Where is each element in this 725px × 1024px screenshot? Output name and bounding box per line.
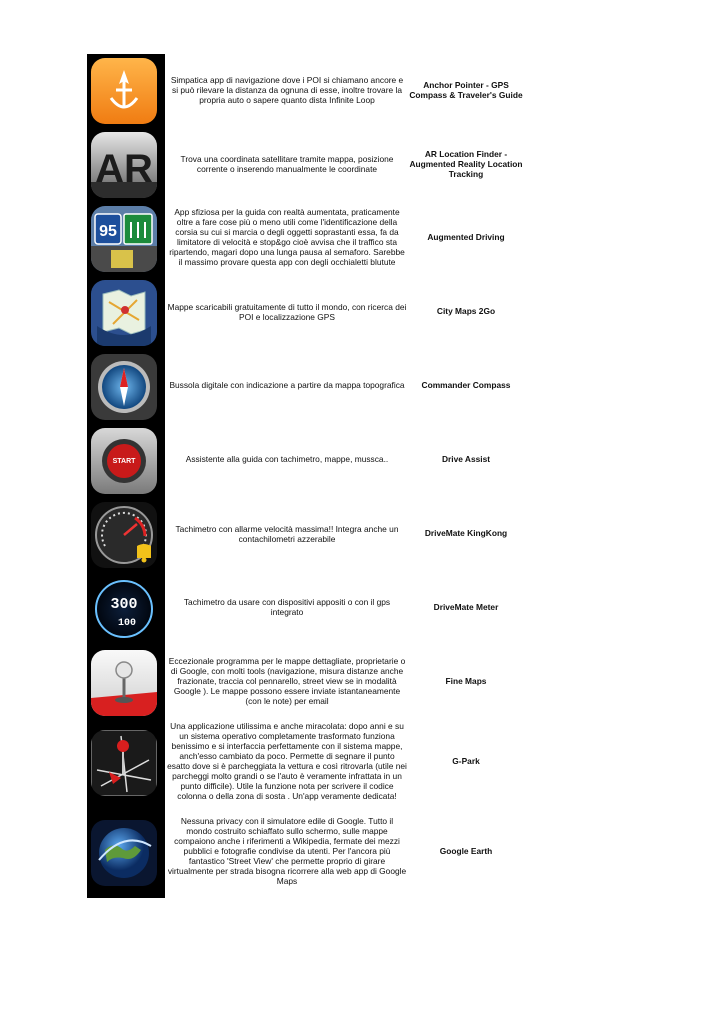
digital-meter-icon bbox=[91, 576, 157, 642]
app-description: Mappe scaricabili gratuitamente di tutto il mondo, con ricerca dei POI e localizzazione GPS bbox=[167, 302, 407, 322]
parking-pin-icon bbox=[91, 730, 157, 796]
folded-map-icon bbox=[91, 280, 157, 346]
app-name: City Maps 2Go bbox=[436, 306, 496, 316]
app-description: Nessuna privacy con il simulatore edile di Google. Tutto il mondo costruito schiaffato sullo schermo, sulle mappe compaiono anche i riferimenti a Wikipedia, fermate dei mezzi pubblici e fotografie condivise da utenti. Per l'ancora più fantastico 'Street View' che permette proprio di girare virtualmente per strada bisogna ricorrere alla web app di Google Maps bbox=[167, 816, 407, 886]
app-description: Bussola digitale con indicazione a partire da mappa topografica bbox=[169, 380, 405, 390]
app-row-drivemate-meter bbox=[87, 574, 527, 640]
app-description: Assistente alla guida con tachimetro, mappe, mussca.. bbox=[185, 454, 389, 464]
app-row-drivemate-kingkong bbox=[87, 500, 527, 566]
meter-icon-text-bottom: 100 bbox=[117, 618, 137, 629]
highway-sign-icon bbox=[91, 206, 157, 272]
app-description: App sfiziosa per la guida con realtà aumentata, praticamente oltre a fare cose più o meno utili come l'identificazione della corsia su cui si marcia o degli oggetti soprastanti essa, fa da limitatore di velocità e stop&go cioè avvisa che il traffico sta ripartendo, magari dopo una lunga pausa al semaforo. Sarebbe il massimo provare questa app con degli occhialetti blutute bbox=[169, 207, 405, 267]
anchor-icon bbox=[91, 58, 157, 124]
app-description: Tachimetro con allarme velocità massima!! Integra anche un contachilometri azzerabile bbox=[175, 524, 399, 544]
app-row-commander-compass bbox=[87, 352, 527, 418]
app-name: Augmented Driving bbox=[427, 232, 505, 242]
app-name: Google Earth bbox=[439, 846, 493, 856]
app-row-anchor-pointer bbox=[87, 56, 527, 122]
app-description: Una applicazione utilissima e anche miracolata: dopo anni e su un sistema operativo completamente trasformato funziona benissimo e si interfaccia perfettamente con il sistema mappe, anch'esso cambiato da poco. Permette di segnare il punto esatto dove si è parcheggiata la vettura e così ritrovarla (utile nei parcheggi molto grandi o se l'auto è veramente infrattata in un punto difficile). Utile la funzione nota per scrivere il codice colonna o della zona di sosta . Un'app veramente dedicata! bbox=[167, 721, 407, 801]
start-button-icon bbox=[91, 428, 157, 494]
app-row-ar-location-finder bbox=[87, 130, 527, 196]
app-description: Simpatica app di navigazione dove i POI si chiamano ancore e si può rilevare la distanza da ognuna di esse, inoltre trovare la propria auto o sapere quanto dista Infinite Loop bbox=[170, 75, 404, 105]
ar-icon-text: AR bbox=[95, 147, 153, 191]
app-name: Anchor Pointer - GPS Compass & Traveler's Guide bbox=[409, 80, 523, 100]
app-name: Commander Compass bbox=[421, 380, 511, 390]
app-name: G-Park bbox=[452, 756, 480, 766]
app-name: Fine Maps bbox=[445, 676, 487, 686]
map-pin-icon bbox=[91, 650, 157, 716]
app-name: DriveMate Meter bbox=[433, 602, 499, 612]
app-row-drive-assist bbox=[87, 426, 527, 492]
ar-icon bbox=[91, 132, 157, 198]
compass-icon bbox=[91, 354, 157, 420]
app-row-g-park bbox=[87, 722, 527, 800]
meter-icon-text-top: 300 bbox=[110, 596, 138, 613]
speedometer-bell-icon bbox=[91, 502, 157, 568]
start-icon-text: START bbox=[112, 458, 136, 465]
app-row-fine-maps bbox=[87, 648, 527, 714]
app-row-google-earth bbox=[87, 818, 527, 884]
earth-icon bbox=[91, 820, 157, 886]
app-name: DriveMate KingKong bbox=[424, 528, 508, 538]
app-name: AR Location Finder - Augmented Reality Location Tracking bbox=[409, 149, 523, 179]
app-description: Tachimetro da usare con dispositivi appositi o con il gps integrato bbox=[183, 597, 391, 617]
app-row-augmented-driving bbox=[87, 204, 527, 270]
app-row-city-maps-2go bbox=[87, 278, 527, 344]
highway-icon-text: 95 bbox=[99, 223, 117, 240]
app-description: Trova una coordinata satellitare tramite mappa, posizione corrente o inserendo manualmente le coordinate bbox=[180, 154, 394, 174]
app-name: Drive Assist bbox=[441, 454, 491, 464]
app-description: Eccezionale programma per le mappe dettagliate, proprietarie o di Google, con molti tools (navigazione, misura distanze anche frazionate, traccia col pennarello, street view se in modalità Google ). Le mappe possono essere inviate istantaneamente (con le note) per email bbox=[168, 656, 406, 706]
